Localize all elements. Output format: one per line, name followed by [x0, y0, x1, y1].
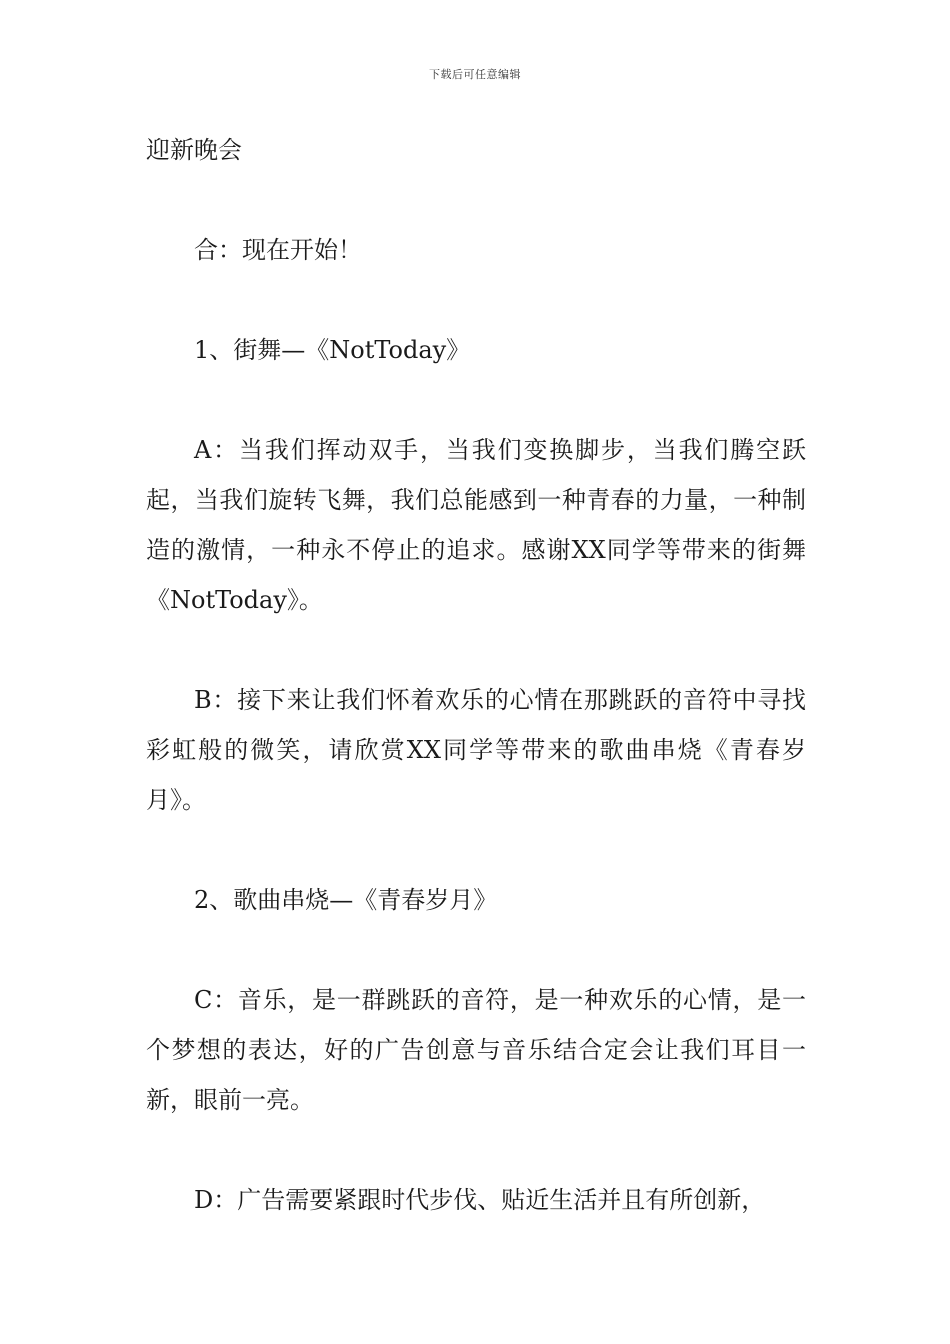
- host-line-c: C：音乐，是一群跳跃的音符，是一种欢乐的心情，是一个梦想的表达，好的广告创意与音乐结合定会让我们耳目一新，眼前一亮。: [146, 986, 806, 1114]
- spacer: [146, 375, 806, 425]
- program-item-1: 1、街舞—《NotToday》: [194, 336, 471, 364]
- document-title: 迎新晚会: [146, 136, 242, 164]
- host-line-d: D：广告需要紧跟时代步伐、贴近生活并且有所创新，: [194, 1186, 766, 1214]
- host-line-a: A：当我们挥动双手，当我们变换脚步，当我们腾空跃起，当我们旋转飞舞，我们总能感到一种青春的力量，一种制造的激情，一种永不停止的追求。感谢XX同学等带来的街舞《NotToday》。: [146, 436, 806, 614]
- program-item-2: 2、歌曲串烧—《青春岁月》: [194, 886, 498, 914]
- document-body: [146, 125, 806, 1225]
- spacer: [146, 925, 806, 975]
- spacer: [146, 175, 806, 225]
- paragraph-opening: 合：现在开始！: [194, 236, 362, 264]
- host-line-b: B：接下来让我们怀着欢乐的心情在那跳跃的音符中寻找彩虹般的微笑，请欣赏XX同学等带来的歌曲串烧《青春岁月》。: [146, 686, 806, 814]
- spacer: [146, 275, 806, 325]
- page-header: 下载后可任意编辑: [429, 68, 521, 81]
- spacer: [146, 625, 806, 675]
- spacer: [146, 1125, 806, 1175]
- spacer: [146, 825, 806, 875]
